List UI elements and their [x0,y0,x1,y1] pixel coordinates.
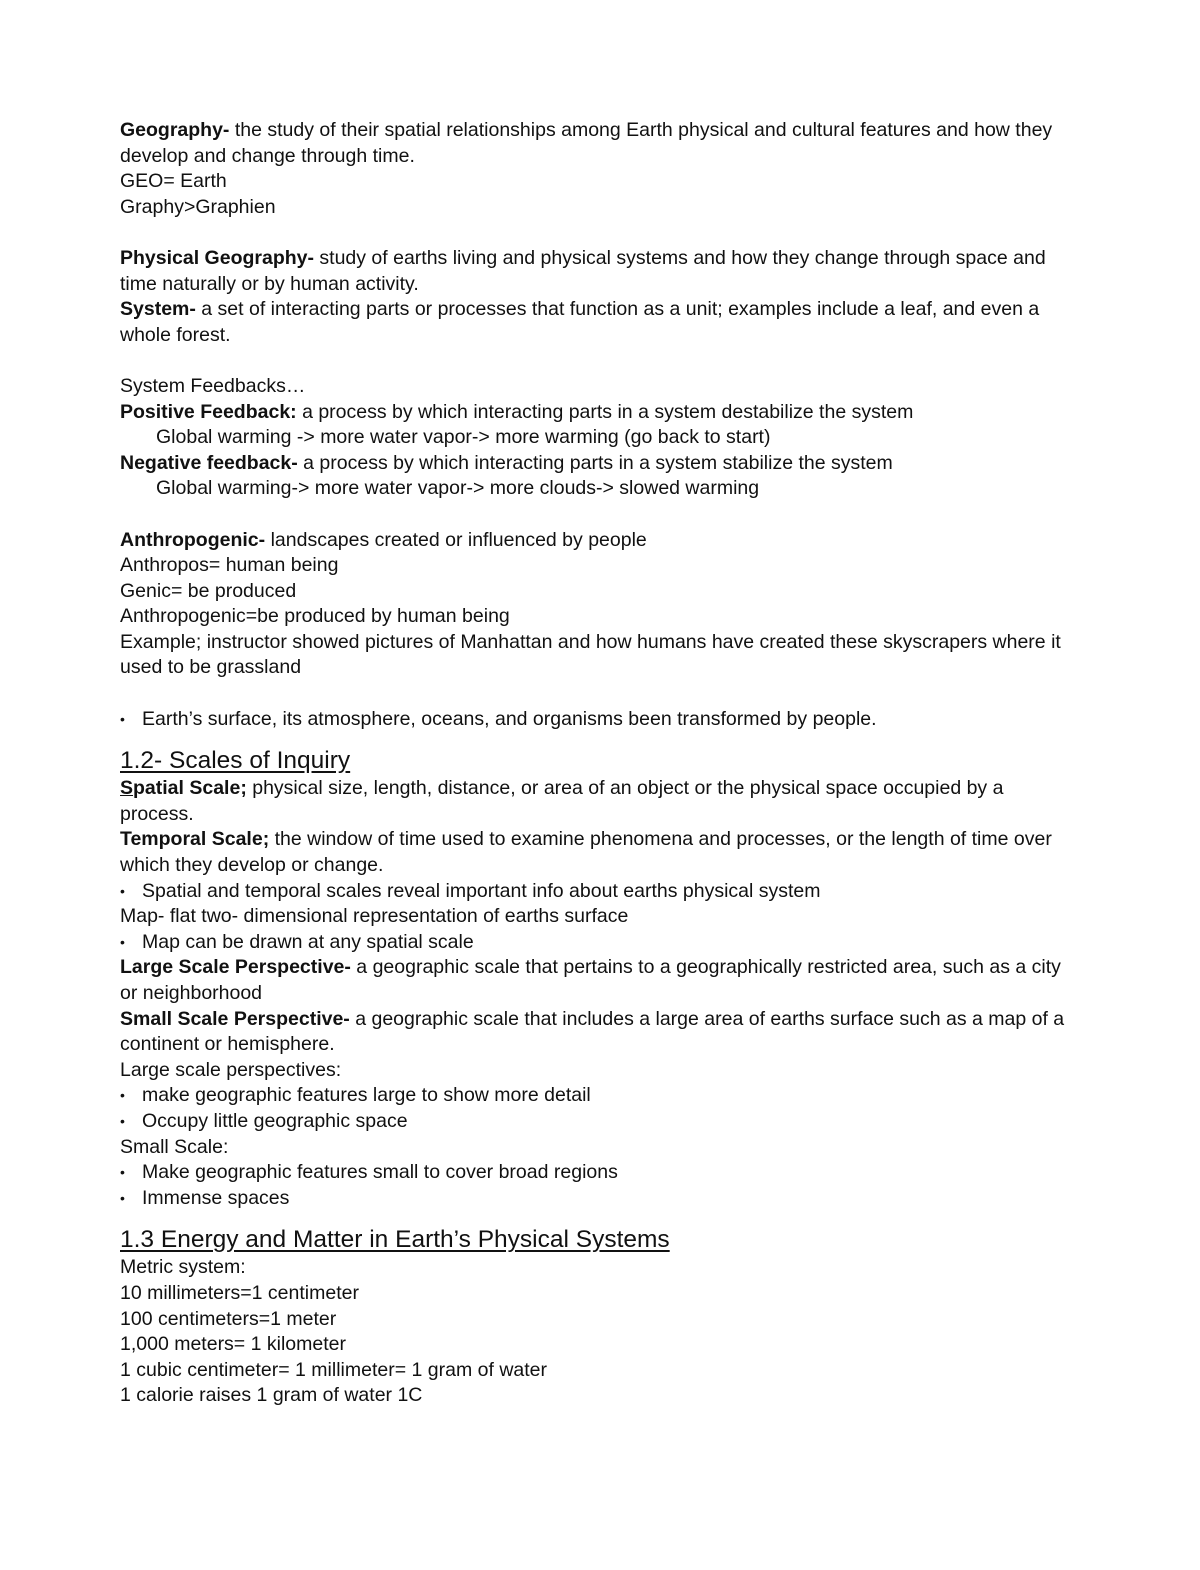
anthropogenic-definition [120,528,1080,554]
section-heading-scales-of-inquiry: 1.2- Scales of Inquiry [120,747,351,775]
term-spatial-scale-rest: patial Scale; [133,777,247,800]
text-line: 1,000 meters= 1 kilometer [120,1333,346,1356]
small-scale-list-title: Small Scale: [120,1135,229,1158]
definition-large-scale-perspective: a geographic scale that pertains to a geographically restricted area, such as a city or neighborhood [120,956,1061,1004]
term-negative-feedback: Negative feedback- [120,451,298,474]
large-scale-list-title: Large scale perspectives: [120,1058,342,1081]
physical-geography-definition [120,246,1080,297]
term-positive-feedback: Positive Feedback: [120,400,297,423]
list-item [120,1083,1080,1109]
list-item-text: Spatial and temporal scales reveal important info about earths physical system [142,879,821,902]
negative-feedback-example: Global warming-> more water vapor-> more clouds-> slowed warming [156,477,760,500]
spacer [120,348,1080,374]
list-item-text: make geographic features large to show more detail [142,1084,591,1107]
temporal-scale-definition [120,827,1080,878]
list-item [120,707,1080,733]
text-line: 1 calorie raises 1 gram of water 1C [120,1384,423,1407]
large-scale-perspective-definition [120,955,1080,1006]
spacer [120,502,1080,528]
text-line: Anthropogenic=be produced by human being [120,605,510,628]
list-item-text: Occupy little geographic space [142,1109,408,1132]
positive-feedback-example: Global warming -> more water vapor-> more warming (go back to start) [156,426,771,449]
bullet-icon: • [120,1164,125,1181]
map-definition: Map- flat two- dimensional representation of earths surface [120,905,629,928]
term-physical-geography: Physical Geography- [120,246,314,269]
text-line: 1 cubic centimeter= 1 millimeter= 1 gram of water [120,1358,548,1381]
term-spatial-scale-initial: S [120,777,134,800]
term-geography: Geography- [120,119,230,141]
definition-negative-feedback: a process by which interacting parts in a system stabilize the system [297,451,893,474]
term-system: System- [120,298,196,321]
spacer [120,1211,1080,1225]
definition-positive-feedback: a process by which interacting parts in a system destabilize the system [296,400,914,423]
text-line: Graphy>Graphien [120,195,276,218]
positive-feedback-definition [120,400,1080,426]
bullet-icon: • [120,710,125,727]
list-item [120,1160,1080,1186]
bullet-icon: • [120,933,125,950]
definition-temporal-scale: the window of time used to examine phenomena and processes, or the length of time over which they develop or change. [120,828,1052,877]
bullet-icon: • [120,1112,125,1129]
term-small-scale-perspective: Small Scale Perspective- [120,1007,350,1030]
section-heading-energy-and-matter: 1.3 Energy and Matter in Earth’s Physical Systems [120,1226,670,1254]
spacer [120,732,1080,746]
list-item [120,879,1080,905]
system-feedbacks-heading: System Feedbacks… [120,374,306,397]
term-spatial-scale [120,777,247,799]
definition-geography: the study of their spatial relationships among Earth physical and cultural features and how they develop and change through time. [120,119,1053,167]
bullet-icon: • [120,1087,125,1104]
term-temporal-scale: Temporal Scale; [120,828,270,851]
definition-anthropogenic: landscapes created or influenced by people [265,528,647,551]
list-item-text: Immense spaces [142,1186,290,1209]
system-definition [120,297,1080,348]
geography-definition [120,118,1080,169]
definition-system: a set of interacting parts or processes that function as a unit; examples include a leaf, and even a whole forest. [120,298,1040,346]
list-item-text: Earth’s surface, its atmosphere, oceans, and organisms been transformed by people. [142,707,877,730]
anthropogenic-example: Example; instructor showed pictures of Manhattan and how humans have created these skyscrapers where it used to be grassland [120,630,1061,679]
list-item-text: Make geographic features small to cover broad regions [142,1161,618,1184]
term-anthropogenic: Anthropogenic- [120,528,266,551]
spacer [120,220,1080,246]
text-line: Genic= be produced [120,579,297,602]
list-item [120,1109,1080,1135]
text-line: Metric system: [120,1256,246,1279]
list-item [120,1186,1080,1212]
text-line: 100 centimeters=1 meter [120,1307,337,1330]
definition-physical-geography: study of earths living and physical systems and how they change through space and time naturally or by human activity. [120,246,1046,295]
definition-small-scale-perspective: a geographic scale that includes a large area of earths surface such as a map of a continent or hemisphere. [120,1007,1065,1056]
spatial-scale-definition [120,776,1080,827]
text-line: Anthropos= human being [120,554,339,577]
document-body [120,118,1080,1409]
text-line: 10 millimeters=1 centimeter [120,1281,359,1304]
negative-feedback-definition [120,451,1080,477]
text-line: GEO= Earth [120,170,227,193]
list-item [120,930,1080,956]
spacer [120,681,1080,707]
bullet-icon: • [120,882,125,899]
term-large-scale-perspective: Large Scale Perspective- [120,956,351,979]
bullet-icon: • [120,1189,125,1206]
list-item-text: Map can be drawn at any spatial scale [142,930,474,953]
definition-spatial-scale: physical size, length, distance, or area of an object or the physical space occupied by a process. [120,777,1004,825]
small-scale-perspective-definition [120,1007,1080,1058]
